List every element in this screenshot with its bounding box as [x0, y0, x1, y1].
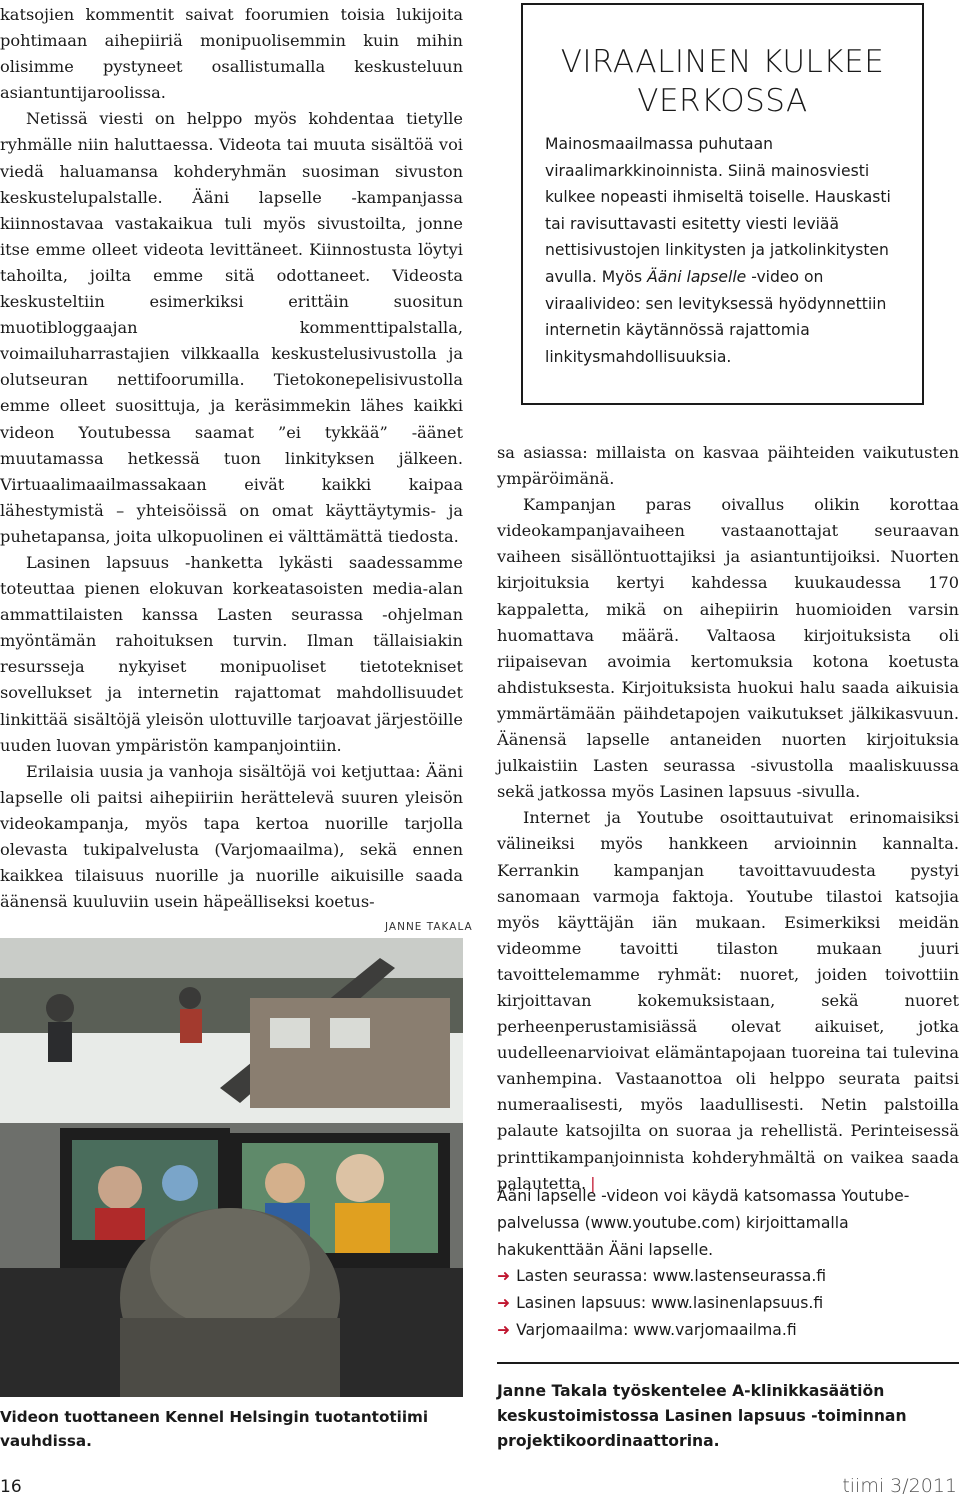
link-item-varjomaailma[interactable] [497, 1317, 959, 1344]
production-photo [0, 938, 463, 1397]
link-text: Lasinen lapsuus: www.lasinenlapsuus.fi [516, 1294, 824, 1313]
right-paragraph-3-text: Internet ja Youtube osoittautuivat erinomaisiksi välineiksi myös hankkeen arvioinnin kannalta. Kerrankin kampanjan tavoittavuudesta pystyi sanomaan varmoja faktoja. Youtube tilastoi katsojia myös käyttäjän iän mukaan. Esimerkiksi meidän videomme tavoitti tilaston mukaan juuri tavoittelemamme ryhmät: nuoret, joiden toivottiin kirjoittavan kokemuksistaan, sekä nuoret perheenperustamisiässä olevat aikuiset, jotka uudelleenarvioivat elämäntapojaan tuoreina tai tulevina vanhempina. Vastaanottoa oli helppo seurata paitsi numeraalisesti, myös laadullisesti. Netin palstoilla palaute katsojilta on suoraa ja rehellistä. Perinteisessä printtikampanjoinnista kohderyhmältä on vaikea saada palautetta. [497, 808, 959, 1193]
photo-credit: JANNE TAKALA [385, 921, 473, 933]
sidebar-text-before: Mainosmaailmassa puhutaan viraalimarkkinoinnista. Siinä mainosviesti kulkee nopeasti ihmiseltä toiselle. Hauskasti tai ravisuttavasti esitetty viesti leviää nettisivustojen linkitysten ja jatkolinkitysten avulla. Myös [545, 135, 891, 286]
sidebar-text-after: -video on viraalivideo: sen levityksessä hyödynnettiin internetin käytännössä rajattomia linkitysmahdollisuuksia. [545, 267, 887, 366]
left-paragraph-1: katsojien kommentit saivat foorumien toisia lukijoita pohtimaan aihepiiriä monipuolisemmin kuin mihin olisimme pystyneet osallistumalla keskusteluun asiantuntijaroolissa. [0, 5, 463, 103]
end-mark: | [590, 1173, 596, 1193]
arrow-right-icon: ➜ [497, 1320, 511, 1339]
links-block [497, 1183, 959, 1344]
author-bio: Janne Takala työskentelee A-klinikkasäätiön keskustoimistossa Lasinen lapsuus -toiminnan projektikoordinaattorina. [497, 1382, 907, 1450]
left-paragraph-3: Lasinen lapsuus -hanketta lykästi saadessamme toteuttaa pienen elokuvan korkeatasoisten media-alan ammattilaisten kanssa Lasten seurassa -ohjelman myöntämän rahoituksen turvin. Ilman tällaisiakin resursseja nykyiset monipuoliset tietotekniset sovellukset ja internetin rajattomat mahdollisuudet linkittää sisältöjä yleisön ulottuville tarjoavat järjestöille uuden luovan ympäristön kampanjointiin. [0, 552, 463, 755]
sidebar-box [521, 3, 924, 405]
link-text: Lasten seurassa: www.lastenseurassa.fi [516, 1267, 827, 1286]
link-text: Varjomaailma: www.varjomaailma.fi [516, 1320, 797, 1339]
page-number: 16 [0, 1477, 22, 1497]
sidebar-title-line-2: VERKOSSA [637, 83, 808, 119]
link-item-lasten-seurassa[interactable] [497, 1263, 959, 1290]
links-intro: Ääni lapselle -videon voi käydä katsomassa Youtube-palvelussa (www.youtube.com) kirjoittamalla hakukenttään Ääni lapselle. [497, 1187, 910, 1259]
left-paragraph-4: Erilaisia uusia ja vanhoja sisältöjä voi ketjuttaa: Ääni lapselle oli paitsi aihepiiriin herättelevä suuren yleisön videokampanja, myös tapa kertoa nuorille tarjolla olevasta tukipalvelusta (Varjomaailma), sekä ennen kaikkea tilaisuus nuorille ja nuorille aikuisille saada äänensä kuuluviin usein häpeälliseksi koetus- [0, 761, 463, 912]
left-column [0, 2, 463, 915]
photo-caption: Videon tuottaneen Kennel Helsingin tuotantotiimi vauhdissa. [0, 1408, 429, 1450]
right-paragraph-2: Kampanjan paras oivallus olikin korottaa videokampanjavaiheen vastaanottajat seuraavan vaiheen sisällöntuottajiksi ja asiantuntijoiksi. Nuorten kirjoituksia kertyi kahdessa kuukaudessa 170 kappaletta, mikä on aihepiirin huomioiden varsin huomattava määrä. Valtaosa kirjoituksista oli riipaisevan avoimia kertomuksia kotona koetusta ahdistuksesta. Kirjoituksista huokui halu saada aikuisia ymmärtämään päihdetapojen vaikutukset jälkikasvuun. Äänensä lapselle antaneiden nuorten kirjoituksia julkaistiin Lasten seurassa -sivustolla maaliskuussa sekä jatkossa myös Lasinen lapsuus -sivulla. [497, 495, 959, 802]
left-paragraph-2: Netissä viesti on helppo myös kohdentaa tietylle ryhmälle niin haluttaessa. Videota tai muuta sisältöä voi viedä haluamansa kohderyhmän suosiman sivuston keskustelupalstalle. Ääni lapselle -kampanjassa kiinnostavaa vastakaikua tuli myös sivustoilta, jonne itse emme olleet videota levittäneet. Kiinnostusta löytyi tahoilta, joilta emme sitä odottaneet. Videosta keskusteltiin esimerkiksi erittäin suositun muotibloggaajan kommenttipalstalla, voimailuharrastajien vilkkaalla keskustelusivustolla ja olutseuran nettifoorumilla. Tietokonepelisivustolla emme olleet suosittuja, ja keräsimmekin lähes kaikki videon Youtubessa saamat ”ei tykkää” -äänet muutamassa hetkessä tuon linkityksen jälkeen. Virtuaalimaailmassakaan eivät kaikki kaipaa lähestymistä – yhteisöissä on omat käyttäytymis- ja puhetapansa, joita ulkopuolinen ei välttämättä tiedosta. [0, 109, 463, 546]
sidebar-title [523, 43, 922, 121]
sidebar-text-italic: Ääni lapselle [647, 267, 747, 286]
sidebar-body [545, 131, 905, 370]
arrow-right-icon: ➜ [497, 1267, 511, 1286]
arrow-right-icon: ➜ [497, 1294, 511, 1313]
right-paragraph-1: sa asiassa: millaista on kasvaa päihteiden vaikutusten ympäröimänä. [497, 443, 959, 489]
right-paragraph-3 [497, 805, 959, 1196]
divider [497, 1362, 959, 1364]
right-column [497, 440, 959, 1197]
magazine-name: tiimi 3/2011 [842, 1475, 957, 1497]
link-item-lasinen-lapsuus[interactable] [497, 1290, 959, 1317]
sidebar-title-line-1: VIRAALINEN KULKEE [560, 44, 885, 80]
